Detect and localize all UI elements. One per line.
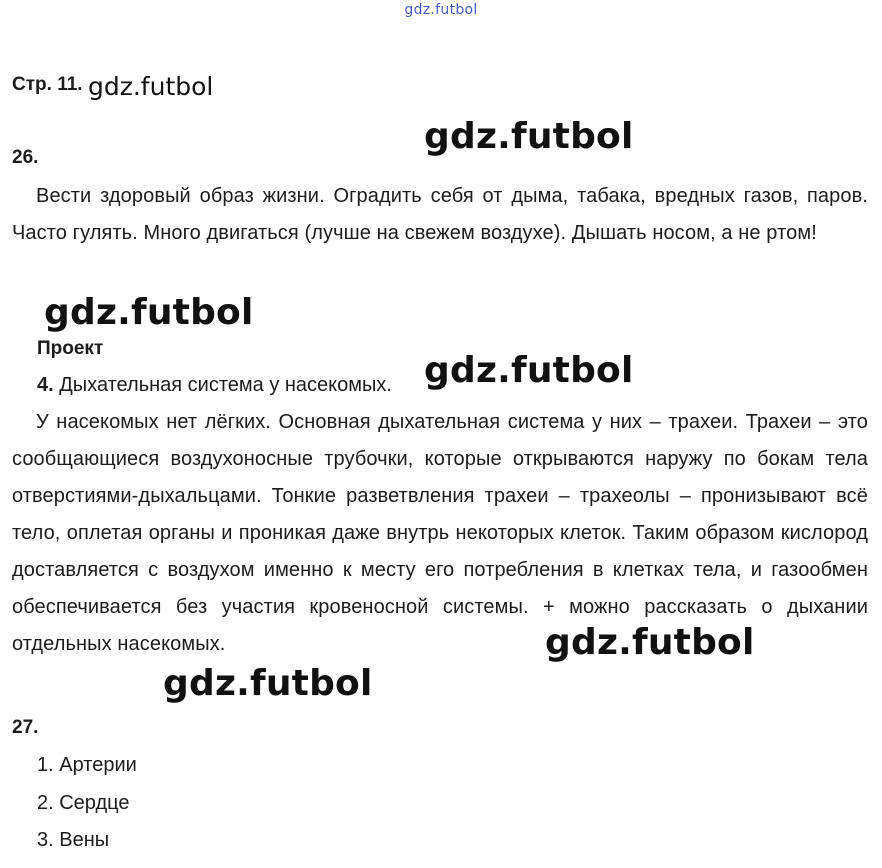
task-27-number: 27.	[12, 717, 39, 738]
project-item-title	[37, 374, 392, 397]
page-reference: Стр. 11.	[12, 74, 83, 95]
watermark-2: gdz.futbol	[424, 116, 634, 157]
task-26-text: Вести здоровый образ жизни. Оградить себя от дыма, табака, вредных газов, паров. Часто гулять. Много двигаться (лучше на свежем воздухе). Дышать носом, а не ртом!	[12, 185, 868, 244]
task-27-item-3: 3. Вены	[37, 829, 110, 851]
project-text: У насекомых нет лёгких. Основная дыхательная система у них – трахеи. Трахеи – это сообщающиеся воздухоносные трубочки, которые открываются наружу по бокам тела отверстиями-дыхальцами. Тонкие разветвления трахеи – трахеолы – пронизывают всё тело, оплетая органы и проникая даже внутрь некоторых клеток. Таким образом кислород доставляется с воздухом именно к месту его потребления в клетках тела, и газообмен обеспечивается без участия кровеносной системы. + можно рассказать о дыхании отдельных насекомых.	[12, 411, 868, 655]
watermark-1: gdz.futbol	[88, 72, 214, 101]
watermark-3: gdz.futbol	[44, 292, 254, 333]
project-item-number: 4.	[37, 374, 54, 396]
task-27-item-1: 1. Артерии	[37, 754, 137, 776]
task-27-item-2: 2. Сердце	[37, 792, 130, 814]
task-26-number: 26.	[12, 147, 39, 168]
watermark-6: gdz.futbol	[163, 663, 373, 704]
watermark-4: gdz.futbol	[424, 350, 634, 391]
watermark-5: gdz.futbol	[545, 622, 755, 663]
project-item-title-text: Дыхательная система у насекомых.	[53, 374, 392, 396]
top-watermark: gdz.futbol	[404, 2, 478, 18]
project-heading: Проект	[37, 338, 104, 359]
